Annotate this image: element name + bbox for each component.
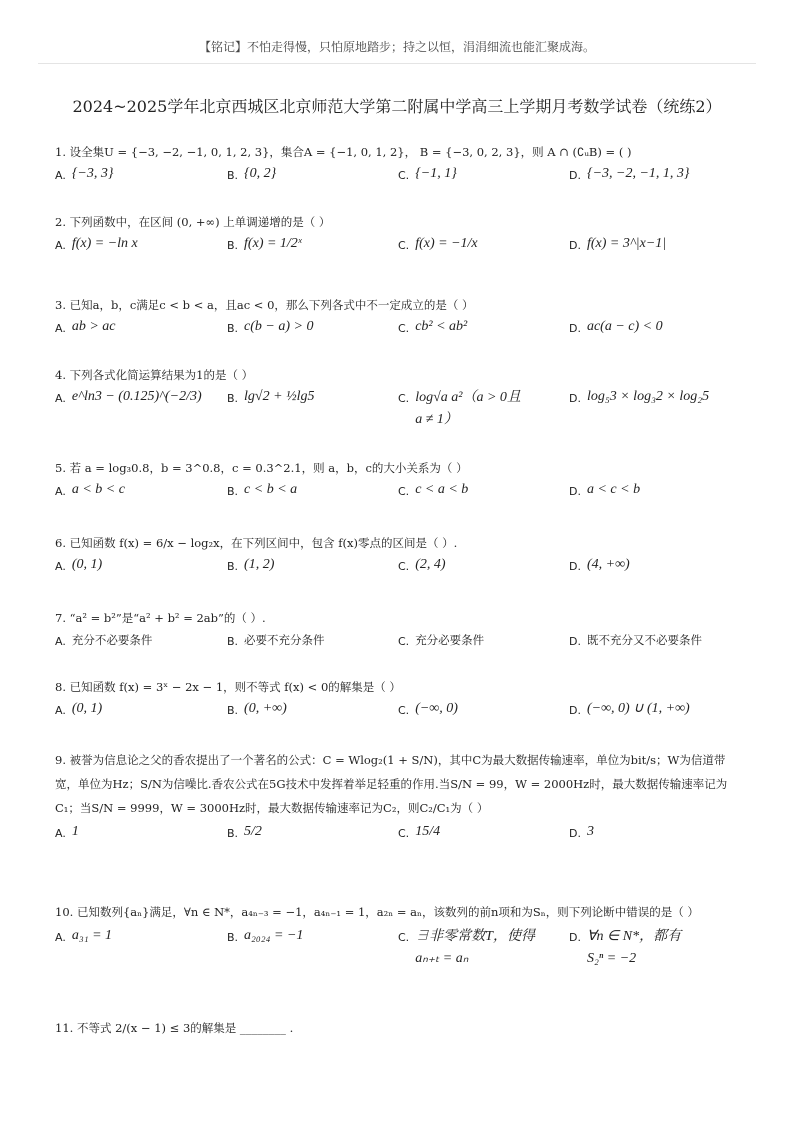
option-d[interactable] [569,164,690,186]
question-stem: 11. 不等式 2/(x − 1) ≤ 3的解集是 ________ . [55,1021,294,1035]
option-b[interactable] [227,480,297,502]
option-b[interactable] [227,699,287,721]
option-b[interactable] [227,234,302,256]
question-10 [55,900,745,974]
option-text: ac(a − c) < 0 [586,319,663,334]
option-text: (0, +∞) [244,701,287,716]
option-text: {0, 2} [244,166,277,181]
option-text: 充分不必要条件 [71,633,153,647]
option-text: f(x) = −ln x [71,236,138,251]
motto-banner: 【铭记】不怕走得慢，只怕原地踏步；持之以恒，涓涓细流也能汇聚成海。 [198,40,595,54]
option-d[interactable] [569,234,666,256]
option-label: A. [55,560,66,573]
question-stem: 2. 下列函数中，在区间 (0, +∞) 上单调递增的是（ ） [55,215,331,229]
option-a[interactable] [55,164,113,186]
option-label: B. [227,560,239,573]
option-d[interactable] [569,317,663,339]
option-label: A. [55,239,66,252]
question-stem: 4. 下列各式化简运算结果为1的是（ ） [55,368,254,382]
option-c[interactable] [398,164,457,186]
option-label: C. [398,392,410,405]
option-a[interactable] [55,822,79,844]
option-label: D. [569,635,581,648]
option-text: a₃₁ = 1 [71,928,113,943]
option-d[interactable] [569,387,709,409]
option-a[interactable] [55,387,202,409]
option-d[interactable] [569,630,702,652]
option-a[interactable] [55,317,116,339]
option-a[interactable] [55,480,125,502]
option-label: D. [569,485,581,498]
option-c[interactable] [398,926,535,970]
header-divider [38,63,756,64]
option-d[interactable] [569,822,594,844]
option-c[interactable] [398,387,521,431]
question-5 [55,458,745,510]
option-c[interactable] [398,555,446,577]
option-label: D. [569,827,581,840]
option-label: C. [398,239,410,252]
option-label: B. [227,392,239,405]
option-c[interactable] [398,234,478,256]
option-label: B. [227,635,239,648]
option-text: (2, 4) [415,557,446,572]
option-text: 5/2 [244,824,262,839]
option-label: C. [398,560,410,573]
option-text: ∃非零常数T，使得 aₙ₊ₜ = aₙ [415,929,535,966]
option-text: a₂₀₂₄ = −1 [244,928,304,943]
option-text: (1, 2) [244,557,275,572]
option-b[interactable] [227,630,325,652]
option-label: B. [227,322,239,335]
option-text: 3 [586,824,594,839]
option-label: C. [398,704,410,717]
question-3 [55,295,745,347]
option-label: B. [227,704,239,717]
option-text: {−3, −2, −1, 1, 3} [586,166,690,181]
question-9 [55,748,745,862]
question-6 [55,533,745,585]
option-text: 1 [71,824,79,839]
option-text: 15/4 [415,824,441,839]
option-b[interactable] [227,317,313,339]
option-text: {−3, 3} [71,166,114,181]
exam-title: 2024~2025学年北京西城区北京师范大学第二附属中学高三上学期月考数学试卷（统练2） [72,97,722,116]
option-label: B. [227,827,239,840]
question-2 [55,212,745,264]
question-stem: 5. 若 a = log₃0.8，b = 3^0.8，c = 0.3^2.1，则 a，b，c的大小关系为（ ） [55,461,468,475]
option-a[interactable] [55,699,102,721]
question-stem: 6. 已知函数 f(x) = 6/x − log₂x，在下列区间中，包含 f(x)零点的区间是（ ）. [55,536,458,550]
option-text: (−∞, 0) ∪ (1, +∞) [586,701,690,716]
option-text: {−1, 1} [415,166,457,181]
question-stem: 9. 被誉为信息论之父的香农提出了一个著名的公式：C = Wlog₂(1 + S/N)，其中C为最大数据传输速率，单位为bit/s；W为信道带宽，单位为Hz；S/N为信噪比.香农公式在5G技术中发挥着举足轻重的作用.当S/N = 99，W = 2000Hz时，最大数据传输速率记为C₁；当S/N = 9999，W = 3000Hz时，最大数据传输速率记为C₂，则C₂/C₁为（ ） [55,753,728,815]
option-text: e^ln3 − (0.125)^(−2/3) [71,389,202,404]
option-label: B. [227,239,239,252]
option-c[interactable] [398,317,467,339]
option-label: C. [398,485,410,498]
option-b[interactable] [227,822,262,844]
option-a[interactable] [55,630,152,652]
option-text: c(b − a) > 0 [244,319,314,334]
option-b[interactable] [227,555,274,577]
option-c[interactable] [398,480,468,502]
option-text: f(x) = −1/x [415,236,478,251]
option-text: a < c < b [586,482,641,497]
question-11 [55,1018,745,1038]
option-text: ∀n ∈ N*，都有 S₂ⁿ = −2 [586,929,682,966]
option-text: f(x) = 1/2ˣ [244,236,302,251]
option-label: A. [55,392,66,405]
option-d[interactable] [569,480,640,502]
option-label: A. [55,322,66,335]
option-text: (−∞, 0) [415,701,458,716]
option-text: 既不充分又不必要条件 [586,633,702,647]
option-b[interactable] [227,164,276,186]
option-a[interactable] [55,926,112,948]
option-c[interactable] [398,699,458,721]
option-a[interactable] [55,555,102,577]
option-c[interactable] [398,630,484,652]
option-label: C. [398,169,410,182]
option-label: B. [227,485,239,498]
option-text: ab > ac [71,319,116,334]
option-label: A. [55,827,66,840]
option-text: (0, 1) [71,557,103,572]
option-text: c < b < a [244,482,298,497]
option-b[interactable] [227,387,314,409]
option-text: (0, 1) [71,701,103,716]
option-label: C. [398,931,410,944]
question-stem: 3. 已知a，b，c满足c < b < a，且ac < 0，那么下列各式中不一定成立的是（ ） [55,298,474,312]
option-label: C. [398,827,410,840]
option-a[interactable] [55,234,138,256]
option-text: log√a a²（a > 0且 a ≠ 1） [415,390,521,427]
option-label: D. [569,704,581,717]
option-label: A. [55,704,66,717]
option-text: (4, +∞) [586,557,630,572]
option-text: c < a < b [415,482,469,497]
option-label: B. [227,931,239,944]
option-text: 充分必要条件 [415,633,485,647]
option-text: cb² < ab² [415,319,468,334]
option-c[interactable] [398,822,440,844]
question-stem: 7. “a² = b²”是“a² + b² = 2ab”的（ ）. [55,611,266,625]
option-label: A. [55,635,66,648]
question-stem: 1. 设全集U = {−3, −2, −1, 0, 1, 2, 3}，集合A = {−1, 0, 1, 2}， B = {−3, 0, 2, 3}，则 A ∩ (∁ᵤB) = ( ) [55,145,632,159]
option-label: D. [569,169,581,182]
question-8 [55,677,745,729]
option-label: A. [55,485,66,498]
option-text: f(x) = 3^|x−1| [586,236,667,251]
question-stem: 10. 已知数列{aₙ}满足，∀n ∈ N*，a₄ₙ₋₃ = −1，a₄ₙ₋₁ = 1，a₂ₙ = aₙ，该数列的前n项和为Sₙ，则下列论断中错误的是（ ） [55,905,699,919]
option-text: lg√2 + ½lg5 [244,389,315,404]
option-label: D. [569,239,581,252]
option-label: A. [55,931,66,944]
option-label: A. [55,169,66,182]
option-label: B. [227,169,239,182]
option-label: D. [569,322,581,335]
option-b[interactable] [227,926,303,948]
option-d[interactable] [569,699,690,721]
option-d[interactable] [569,555,630,577]
option-label: D. [569,560,581,573]
option-label: C. [398,635,410,648]
option-label: C. [398,322,410,335]
option-text: a < b < c [71,482,125,497]
question-stem: 8. 已知函数 f(x) = 3ˣ − 2x − 1，则不等式 f(x) < 0的解集是（ ） [55,680,401,694]
option-label: D. [569,392,581,405]
question-4 [55,365,745,435]
option-d[interactable] [569,926,681,970]
question-7 [55,608,745,660]
option-label: D. [569,931,581,944]
question-1 [55,142,745,194]
option-text: 必要不充分条件 [244,633,325,647]
option-text: log₅3 × log₃2 × log₂5 [586,389,710,404]
